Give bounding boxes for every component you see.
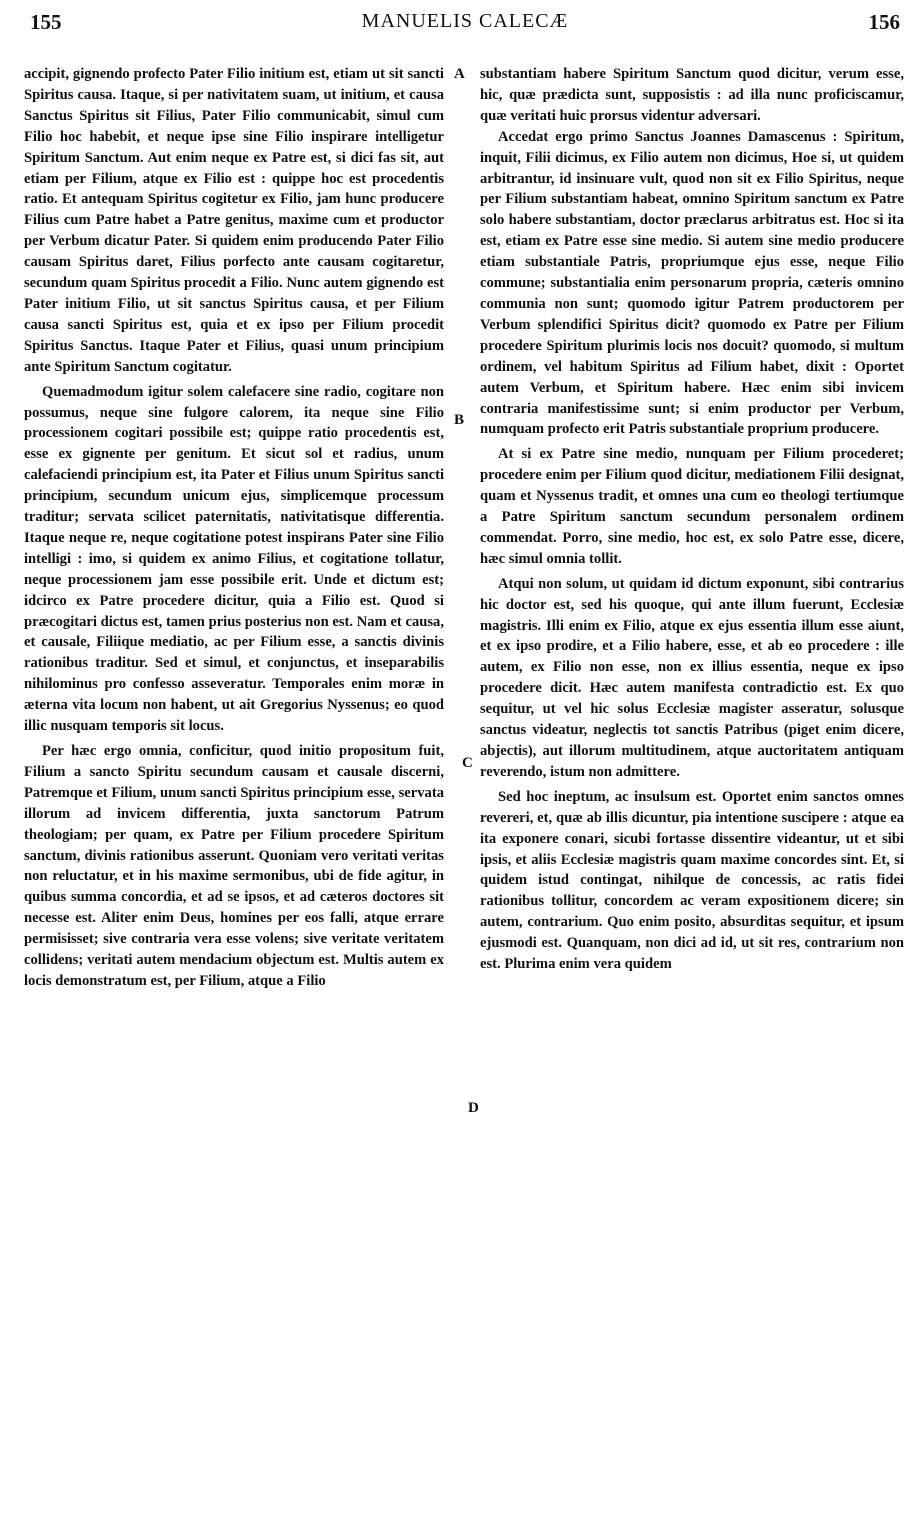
paragraph: Atqui non solum, ut quidam id dictum exponunt, sibi contrarius hic doctor est, sed his quoque, qui ante illum fuerunt, Ecclesiæ magistris. Illi enim ex Filio, atque ex ejus essentia illum esse aiunt, et ex ipso prodire, et a Filio habere, esse, et ab eo procedere : ille autem, ex Filio non esse, non ex illius essentia, neque ex ipso procedere dicit. Hæc autem manifesta contradictio est. Ex quo sequitur, ut vel hic solus Ecclesiæ magister asseratur, solusque sanctus videatur, neglectis tot sanctis Patribus (piget enim dicere, abjectis), aut illorum multitudinem, atque auctoritatem antiquam reverendo, istum non admittere. (480, 575, 904, 780)
margin-letter-a: A (454, 66, 465, 82)
page-header (30, 4, 900, 38)
right-column (480, 64, 904, 975)
page-number-left: 155 (30, 10, 62, 34)
margin-letter-b: B (454, 412, 465, 428)
page-number-right: 156 (868, 10, 900, 34)
paragraph: Accedat ergo primo Sanctus Joannes Damascenus : Spiritum, inquit, Filii dicimus, ex Filio autem non dicimus, Hoe si, ut quidem arbitrantur, id insinuare vult, quod non sit ex Filio Spiritus, neque per Filium substantiam habeat, omnino Spiritum sanctum ex Patre solo habere substantiam, doctor præclarus arbitratus est. Hoc si ita est, etiam ex Patre esse sine medio. Si autem sine medio producere etiam substantiale Patris, propriumque ejus esse, neque Filio commune; substantialia enim personarum propria, cæteris omnino communia non sunt; quomodo igitur Patrem productorem per Verbum splendifici Spiritus dicit? quomodo ex Patre per Filium procedere Spiritum plurimis locis nos docuit? quomodo, si multum ordinem, vel habitum Spiritus ad Filium habet, dixit : Oportet autem Verbum, et Spiritum habere. Hæc enim sibi invicem contraria manifestissime sunt; si enim productor per Verbum, numquam profecto erit Patris substantiale proprium producere. (480, 128, 904, 438)
paragraph: Quemadmodum igitur solem calefacere sine radio, cogitare non possumus, neque sine fulgore calorem, ita neque sine Filio processionem cogitari possibile est; quippe ratio procedentis est, esse ex gignente per genitum. Et sicut sol et radius, unum calefaciendi principium est, ita Pater et Filius unum Spiritus sancti principium, secundum unicum ejus, simplicemque processum traditur; servata scilicet paternitatis, nativitatisque differentia. Itaque neque re, neque cogitatione potest inspirans Pater sine Filio intelligi : imo, si quidem ex animo Filius, et cogitatione tollatur, neque processionem jam esse possibile erit. Unde et dictum est; idcirco ex Patre procedere dicitur, quia a Filio est. Quod si præcogitari dictus est, tamen prius posterius non est. Nam et causa, et causale, Filiique mediatio, ac per Filium esse, a sanctis divinis rationibus traditur. Sed et simul, et conjunctus, et inseparabilis nihilominus pro confesso asseveratur. Temporales enim moræ in æterna vita locum non habent, ut ait Gregorius Nyssenus; eo quod illic nusquam temporis sit locus. (24, 383, 444, 735)
left-column (24, 64, 444, 992)
margin-letter-c: C (462, 755, 473, 771)
paragraph: Sed hoc ineptum, ac insulsum est. Oportet enim sanctos omnes revereri, et, quæ ab illis dicuntur, pia intentione suscipere : atque ea ita exponere conari, sicubi fortasse dissentire videantur, ut et sibi ipsis, et aliis Ecclesiæ magistris quam maxime concordes sint. Et, si quidem istud contingat, nihilque de concessis, ac ratis fidei rationibus tollitur, concordem ac veram expositionem dicere; sin autem, contrarium. Quo enim posito, absurditas sequitur, et ipsum ejusmodi est. Quanquam, non dici ad id, ut sit res, contrarium non est. Plurima enim vera quidem (480, 788, 904, 973)
paragraph: At si ex Patre sine medio, nunquam per Filium procederet; procedere enim per Filium quod dicitur, mediationem Filii designat, quam et Nyssenus tradit, et omnes una cum eo theologi tertiumque a Patre Spiritum sanctum secundum personalem ordinem commendat. Porro, sine medio, hoc est, ex solo Patre esse, dicere, hæc simul omnia tollit. (480, 446, 904, 567)
paragraph: Per hæc ergo omnia, conficitur, quod initio propositum fuit, Filium a sancto Spiritu secundum causam et causale discerni, Patremque et Filium, unum sancti Spiritus principium esse, servata illorum ad invicem differentia, juxta sanctorum Patrum theologiam; per quam, ex Patre per Filium procedere Spiritum sanctum, divinis rationibus asserunt. Quoniam vero veritati veritas non reluctatur, et in his maxime sermonibus, ubi de fide agitur, in quibus summa concordia, et ad se ipsos, et ad cæteros doctores sit necesse est. Aliter enim Deus, homines per eos falli, atque errare permisisset; sive contraria vera esse volens; sive veritate veritatem collidens; veritati autem mendacium objectum est. Multis autem ex locis demonstratum est, per Filium, atque a Filio (24, 743, 444, 989)
margin-letter-d: D (468, 1100, 479, 1116)
paragraph: substantiam habere Spiritum Sanctum quod dicitur, verum esse, hic, quæ prædicta sunt, supposistis : ad illa nunc proficiscamur, quæ veritati huic prorsus videntur adversari. (480, 66, 904, 124)
paragraph: accipit, gignendo profecto Pater Filio initium est, etiam ut sit sancti Spiritus causa. Itaque, si per nativitatem suam, ut initium, et causa Sanctus Spiritus sit Filius, Pater Filio communicabit, simul cum Filio hoc habebit, et neque ipse sine Filio inspirare intelligetur Spiritum Sanctum. Aut enim neque ex Patre est, si dici fas sit, aut etiam per Filium, atque ex Filio est : quippe hoc est procedentis ratio. Et antequam Spiritus cogitetur ex Filio, jam hunc producere Filius cum Patre habet a Patre genitus, maxime cum et productor per Verbum dicatur Pater. Si quidem enim producendo Pater Filio causam Spiritus daret, Filius porfecto ante causam cogitaretur, secundum quam Spiritus procedit a Filio. Nunc autem gignendo est Pater initium Filio, ut sit sanctus Spiritus causa, et per Filium causa sancti Spiritus est, quia et ex ipso per Filium procedit Spiritus Sanctus. Itaque Pater et Filius, quasi unum principium ante Spiritum Sanctum cogitatur. (24, 66, 444, 375)
running-title: MANUELIS CALECÆ (361, 10, 569, 32)
